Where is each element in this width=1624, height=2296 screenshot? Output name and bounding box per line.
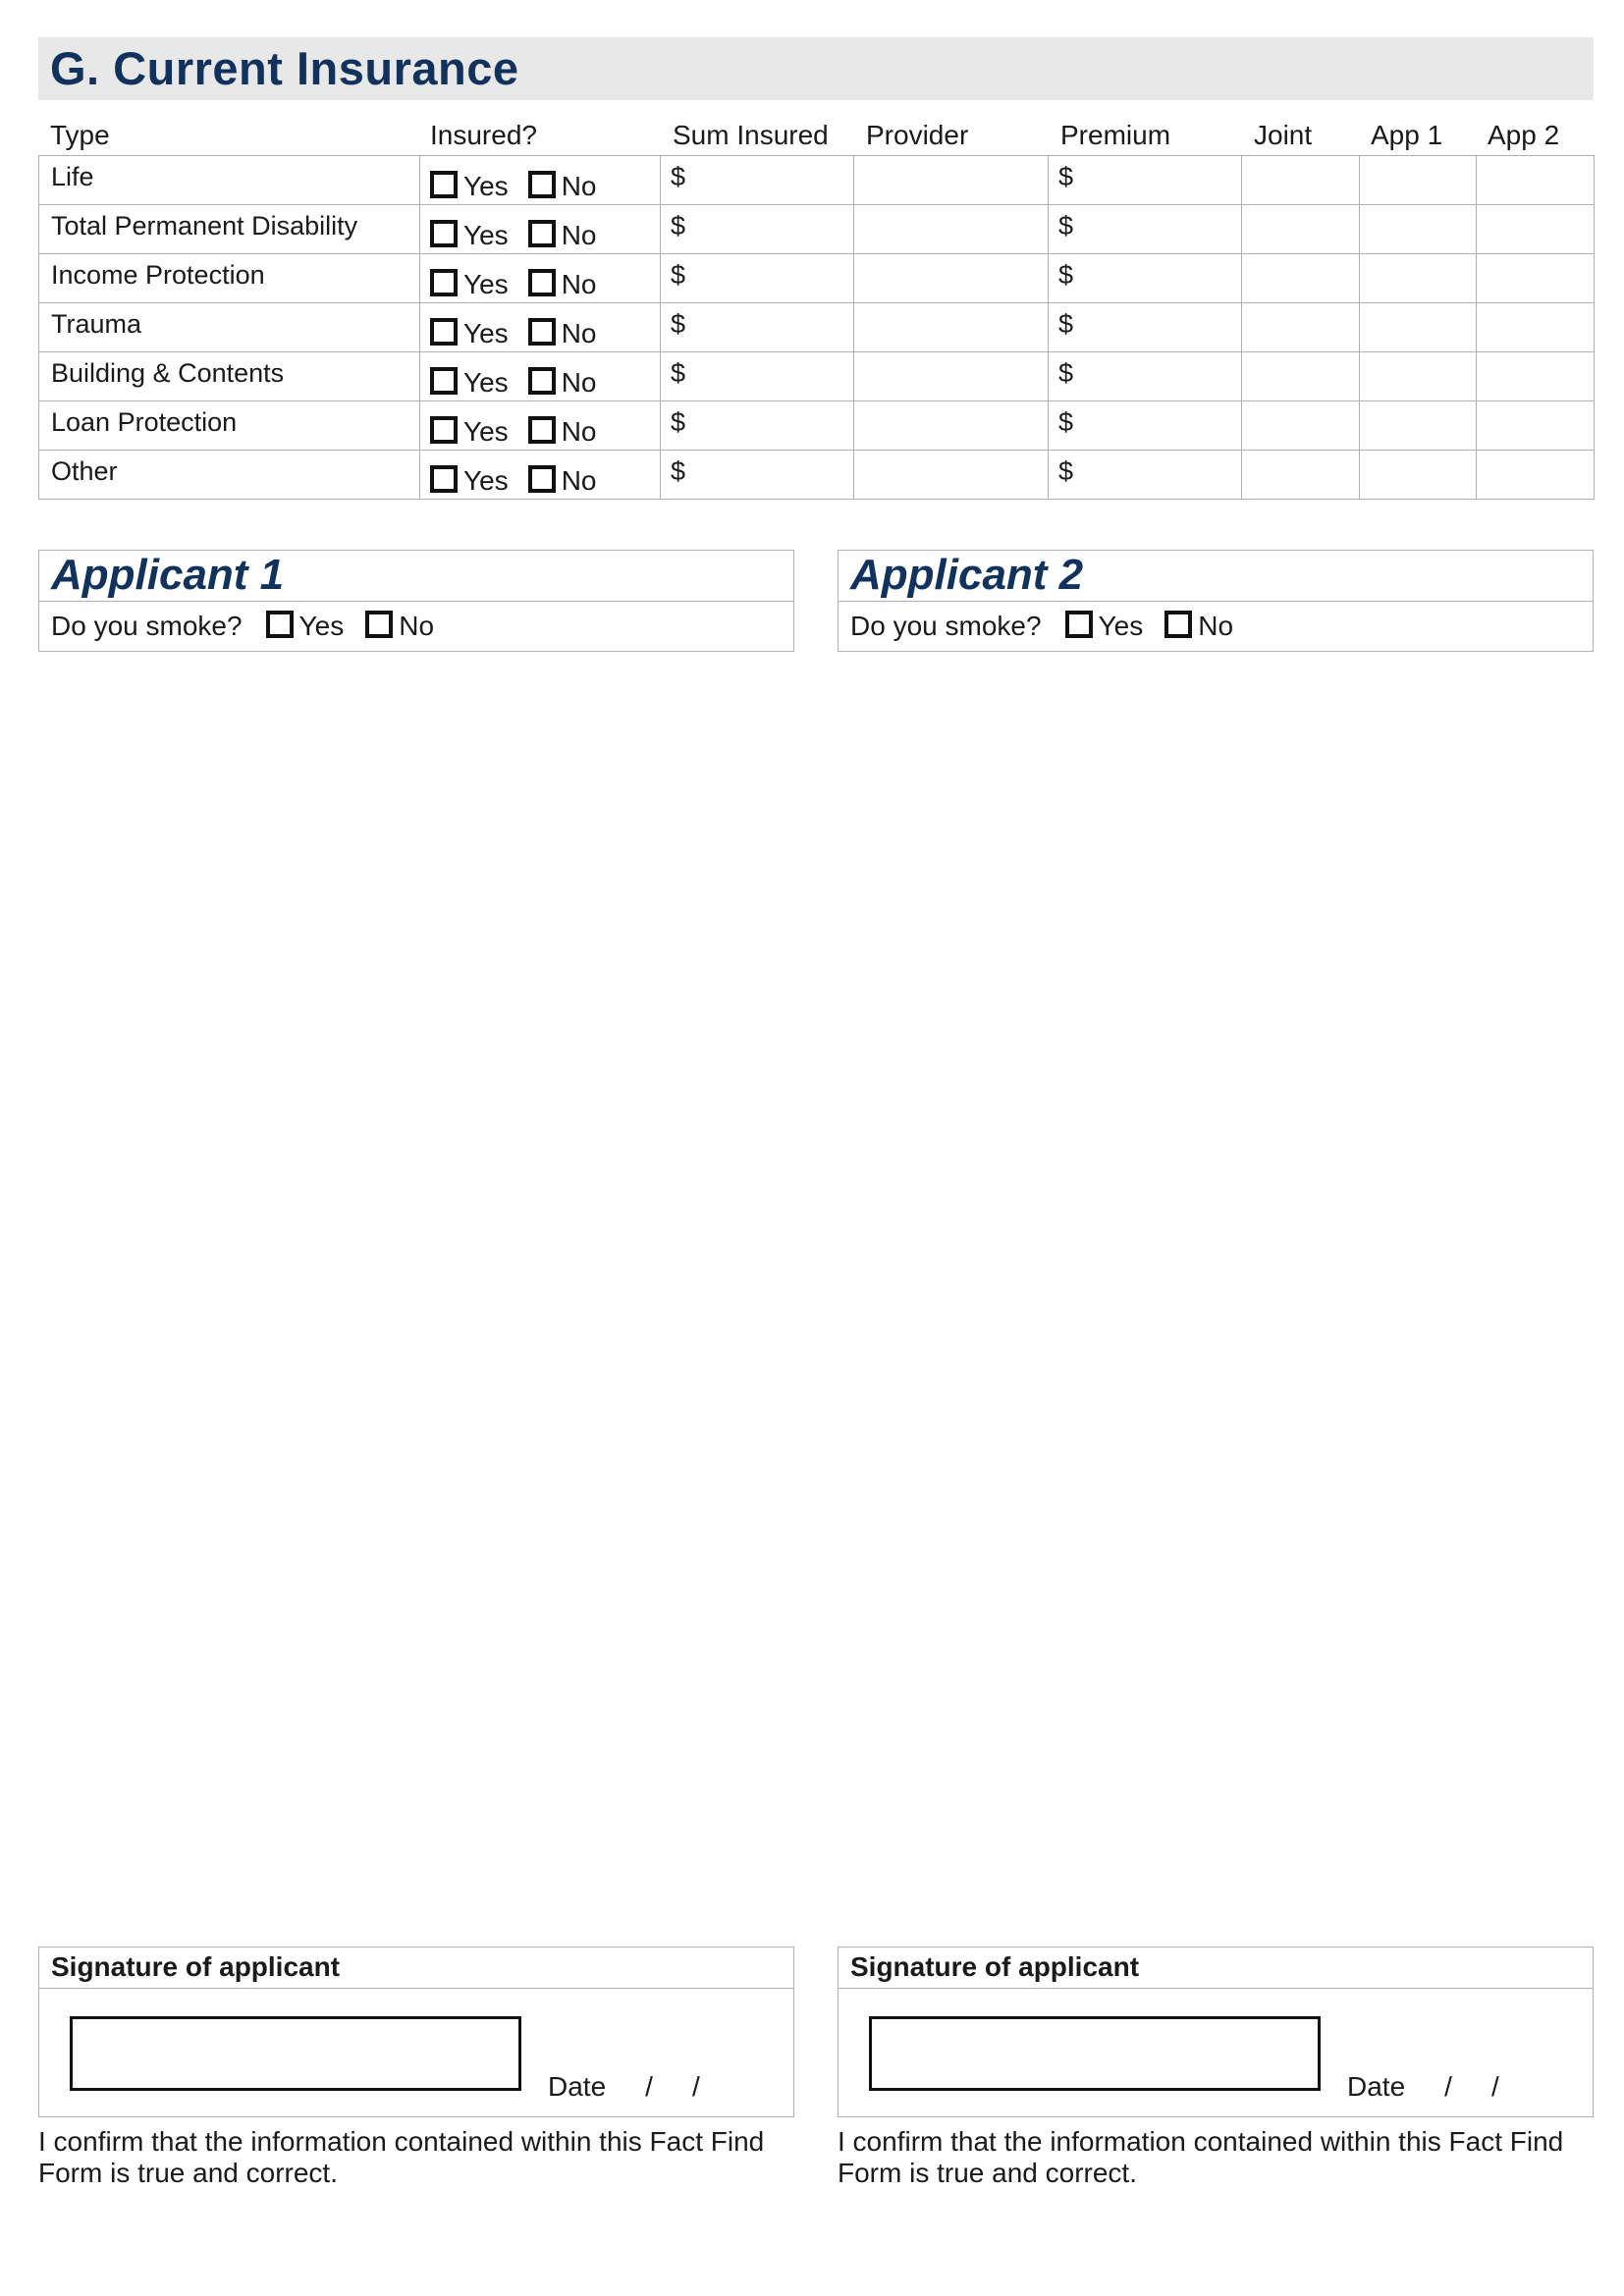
sum-insured-field[interactable]	[661, 451, 854, 500]
sum-insured-field[interactable]	[661, 303, 854, 352]
no-label: No	[561, 367, 597, 398]
applicant-1-box	[38, 550, 794, 652]
joint-field[interactable]	[1242, 205, 1360, 254]
smoke-yes-checkbox[interactable]	[266, 611, 294, 638]
confirm-text-1: I confirm that the information contained within this Fact Find Form is true and correct.	[38, 2126, 765, 2188]
provider-field[interactable]	[854, 156, 1049, 205]
type-cell	[39, 451, 420, 500]
date-field[interactable]	[1347, 2071, 1499, 2103]
yes-checkbox[interactable]	[430, 318, 458, 346]
no-label: No	[561, 269, 597, 299]
no-checkbox[interactable]	[528, 318, 556, 346]
currency-symbol: $	[671, 211, 686, 240]
signature-heading: Signature of applicant	[39, 1948, 793, 1989]
joint-field[interactable]	[1242, 451, 1360, 500]
confirm-text-2: I confirm that the information contained within this Fact Find Form is true and correct.	[838, 2126, 1564, 2188]
premium-field[interactable]	[1049, 401, 1242, 451]
type-label: Total Permanent Disability	[51, 211, 358, 240]
app2-field[interactable]	[1477, 254, 1595, 303]
table-row	[39, 451, 1595, 500]
yes-label: Yes	[463, 318, 509, 348]
insured-cell	[420, 156, 661, 205]
currency-symbol: $	[671, 309, 686, 339]
table-row	[39, 254, 1595, 303]
header-app1: App 1	[1371, 120, 1443, 150]
date-separator: /	[1444, 2071, 1452, 2102]
yes-label: Yes	[463, 171, 509, 201]
signature-field[interactable]	[70, 2016, 521, 2091]
joint-field[interactable]	[1242, 303, 1360, 352]
sum-insured-field[interactable]	[661, 254, 854, 303]
no-checkbox[interactable]	[528, 171, 556, 198]
no-label: No	[561, 318, 597, 348]
insured-cell	[420, 205, 661, 254]
applicant-2-smoke-row	[839, 602, 1593, 651]
date-label: Date	[1347, 2071, 1406, 2102]
no-label: No	[561, 465, 597, 496]
type-label: Life	[51, 162, 94, 191]
premium-field[interactable]	[1049, 156, 1242, 205]
provider-field[interactable]	[854, 254, 1049, 303]
smoke-yes-label: Yes	[298, 611, 345, 641]
yes-checkbox[interactable]	[430, 171, 458, 198]
app1-field[interactable]	[1360, 156, 1477, 205]
currency-symbol: $	[1058, 211, 1074, 240]
joint-field[interactable]	[1242, 401, 1360, 451]
currency-symbol: $	[1058, 456, 1074, 486]
yes-checkbox[interactable]	[430, 269, 458, 296]
header-provider: Provider	[866, 120, 969, 150]
type-cell	[39, 254, 420, 303]
provider-field[interactable]	[854, 303, 1049, 352]
provider-field[interactable]	[854, 352, 1049, 401]
sum-insured-field[interactable]	[661, 352, 854, 401]
smoke-question: Do you smoke?	[850, 611, 1042, 641]
premium-field[interactable]	[1049, 205, 1242, 254]
type-label: Other	[51, 456, 118, 486]
applicant-2-box	[838, 550, 1594, 652]
app1-field[interactable]	[1360, 401, 1477, 451]
premium-field[interactable]	[1049, 303, 1242, 352]
app2-field[interactable]	[1477, 303, 1595, 352]
yes-label: Yes	[463, 269, 509, 299]
smoke-no-checkbox[interactable]	[1164, 611, 1192, 638]
date-separator: /	[691, 2071, 700, 2102]
table-row	[39, 156, 1595, 205]
currency-symbol: $	[1058, 407, 1074, 437]
premium-field[interactable]	[1049, 352, 1242, 401]
app1-field[interactable]	[1360, 451, 1477, 500]
currency-symbol: $	[1058, 309, 1074, 339]
header-type: Type	[50, 120, 110, 150]
type-label: Building & Contents	[51, 358, 285, 388]
applicant-1-smoke-row	[39, 602, 793, 651]
currency-symbol: $	[671, 358, 686, 388]
smoke-no-label: No	[1198, 611, 1234, 641]
joint-field[interactable]	[1242, 352, 1360, 401]
signature-heading: Signature of applicant	[839, 1948, 1593, 1989]
joint-field[interactable]	[1242, 254, 1360, 303]
app1-field[interactable]	[1360, 303, 1477, 352]
joint-field[interactable]	[1242, 156, 1360, 205]
provider-field[interactable]	[854, 451, 1049, 500]
app1-field[interactable]	[1360, 205, 1477, 254]
type-cell	[39, 352, 420, 401]
app2-field[interactable]	[1477, 156, 1595, 205]
premium-field[interactable]	[1049, 451, 1242, 500]
sum-insured-field[interactable]	[661, 205, 854, 254]
type-cell	[39, 156, 420, 205]
type-label: Trauma	[51, 309, 142, 339]
table-header-row	[38, 116, 1594, 155]
sum-insured-field[interactable]	[661, 156, 854, 205]
smoke-yes-label: Yes	[1098, 611, 1144, 641]
type-cell	[39, 303, 420, 352]
signature-box-2	[838, 1947, 1594, 2117]
app2-field[interactable]	[1477, 205, 1595, 254]
applicant-1-title: Applicant 1	[39, 551, 793, 602]
provider-field[interactable]	[854, 401, 1049, 451]
currency-symbol: $	[1058, 260, 1074, 290]
header-insured: Insured?	[430, 120, 537, 150]
insured-cell	[420, 303, 661, 352]
date-field[interactable]	[548, 2071, 700, 2103]
header-app2: App 2	[1488, 120, 1560, 150]
header-sum-insured: Sum Insured	[673, 120, 829, 150]
no-label: No	[561, 416, 597, 447]
currency-symbol: $	[1058, 358, 1074, 388]
app1-field[interactable]	[1360, 254, 1477, 303]
no-checkbox[interactable]	[528, 367, 556, 395]
no-checkbox[interactable]	[528, 465, 556, 493]
insured-cell	[420, 451, 661, 500]
app1-field[interactable]	[1360, 352, 1477, 401]
provider-field[interactable]	[854, 205, 1049, 254]
type-label: Income Protection	[51, 260, 265, 290]
smoke-no-label: No	[399, 611, 435, 641]
no-checkbox[interactable]	[528, 416, 556, 444]
currency-symbol: $	[1058, 162, 1074, 191]
currency-symbol: $	[671, 260, 686, 290]
header-premium: Premium	[1060, 120, 1171, 150]
yes-checkbox[interactable]	[430, 367, 458, 395]
smoke-no-checkbox[interactable]	[365, 611, 393, 638]
insured-cell	[420, 254, 661, 303]
insured-cell	[420, 401, 661, 451]
type-cell	[39, 205, 420, 254]
date-separator: /	[645, 2071, 653, 2102]
yes-label: Yes	[463, 367, 509, 398]
yes-label: Yes	[463, 220, 509, 250]
yes-checkbox[interactable]	[430, 220, 458, 247]
premium-field[interactable]	[1049, 254, 1242, 303]
type-label: Loan Protection	[51, 407, 238, 437]
signature-box-1	[38, 1947, 794, 2117]
app2-field[interactable]	[1477, 401, 1595, 451]
sum-insured-field[interactable]	[661, 401, 854, 451]
yes-checkbox[interactable]	[430, 465, 458, 493]
no-checkbox[interactable]	[528, 269, 556, 296]
table-row	[39, 352, 1595, 401]
currency-symbol: $	[671, 456, 686, 486]
date-separator: /	[1490, 2071, 1499, 2102]
no-label: No	[561, 220, 597, 250]
insurance-table	[38, 155, 1595, 500]
currency-symbol: $	[671, 162, 686, 191]
signature-field[interactable]	[869, 2016, 1321, 2091]
app2-field[interactable]	[1477, 352, 1595, 401]
smoke-question: Do you smoke?	[51, 611, 243, 641]
date-label: Date	[548, 2071, 607, 2102]
no-label: No	[561, 171, 597, 201]
table-row	[39, 401, 1595, 451]
currency-symbol: $	[671, 407, 686, 437]
yes-checkbox[interactable]	[430, 416, 458, 444]
smoke-yes-checkbox[interactable]	[1065, 611, 1093, 638]
yes-label: Yes	[463, 465, 509, 496]
type-cell	[39, 401, 420, 451]
applicant-2-title: Applicant 2	[839, 551, 1593, 602]
table-row	[39, 303, 1595, 352]
section-title: G. Current Insurance	[50, 42, 519, 94]
insured-cell	[420, 352, 661, 401]
header-joint: Joint	[1254, 120, 1313, 150]
app2-field[interactable]	[1477, 451, 1595, 500]
yes-label: Yes	[463, 416, 509, 447]
section-header	[38, 37, 1594, 100]
table-row	[39, 205, 1595, 254]
no-checkbox[interactable]	[528, 220, 556, 247]
